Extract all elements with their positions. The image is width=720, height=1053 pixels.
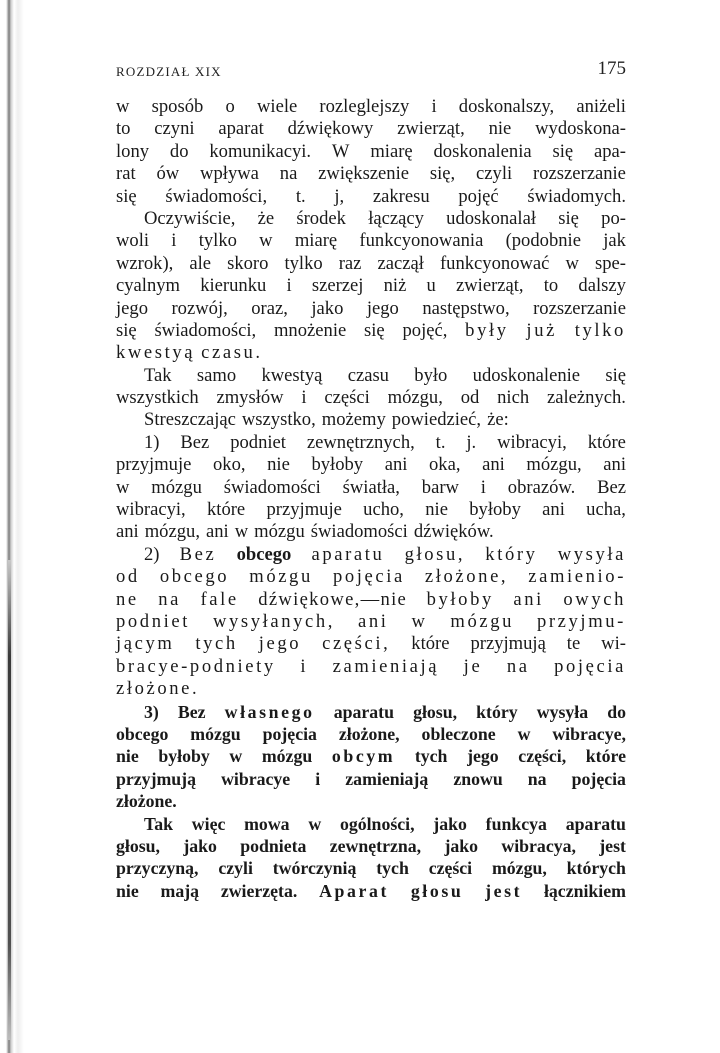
word: ani xyxy=(384,454,408,476)
word: ani xyxy=(513,588,544,610)
word: czyli xyxy=(218,858,253,879)
text-line xyxy=(116,768,626,790)
text-line xyxy=(116,163,626,185)
word: obcego xyxy=(159,566,230,588)
word: pojęcia xyxy=(262,723,317,744)
word: wiele xyxy=(256,96,298,117)
word: Bez xyxy=(180,431,210,453)
word: zwierzęta. xyxy=(220,880,298,901)
text-line xyxy=(116,298,626,320)
word: zmysłów xyxy=(216,387,284,409)
word: czyni xyxy=(154,118,195,140)
word: wibracye, xyxy=(552,723,626,744)
word: t. xyxy=(435,431,446,453)
word: mózgu xyxy=(249,566,313,588)
word: złożone, xyxy=(338,723,400,744)
word: pojęcia xyxy=(571,768,626,789)
text-line xyxy=(116,499,626,521)
word: wysyłanych, xyxy=(212,610,336,632)
word: świadomości, xyxy=(154,319,257,341)
word: tych xyxy=(195,633,238,655)
word: Tak xyxy=(144,813,174,834)
word: które xyxy=(585,746,626,767)
word: ogólności, xyxy=(339,813,415,834)
word: mózgu, xyxy=(387,387,443,409)
word: w xyxy=(517,723,531,744)
word: wzrok), xyxy=(116,252,174,274)
word: były xyxy=(465,319,509,341)
word: które xyxy=(206,499,246,521)
word: je xyxy=(463,655,483,677)
word: w xyxy=(308,813,322,834)
word: pojęcia xyxy=(332,566,405,588)
text-line xyxy=(116,544,626,566)
word: pojęć, xyxy=(402,319,448,341)
word: u xyxy=(426,275,436,297)
word: czasu xyxy=(347,364,389,386)
word: wibracya, xyxy=(501,835,576,856)
word: jak xyxy=(603,230,626,252)
word: łącznikiem xyxy=(543,880,626,901)
word: 3) xyxy=(144,701,159,722)
text-line xyxy=(116,745,626,767)
word: części xyxy=(324,387,370,409)
word: Tak xyxy=(144,364,172,386)
word: w xyxy=(116,476,130,498)
word: wi- xyxy=(601,633,626,655)
word: pojęcia xyxy=(554,655,626,677)
text-line xyxy=(116,633,626,655)
word: zwiększenie xyxy=(318,163,410,185)
word: tylko xyxy=(284,252,323,274)
word: cyalnym xyxy=(116,275,181,297)
word: możemy xyxy=(321,409,386,431)
word: przyjmuje xyxy=(116,454,192,476)
word: to xyxy=(543,275,559,297)
word: ucho, xyxy=(363,499,404,521)
word: byłoby xyxy=(158,746,210,767)
word: jego xyxy=(258,633,302,655)
word: szerzej xyxy=(311,275,364,297)
word: ucha, xyxy=(586,499,626,521)
word: ani xyxy=(482,454,505,476)
word: złożone, xyxy=(424,566,509,588)
word: oka, xyxy=(429,454,461,476)
word: na xyxy=(158,588,181,610)
word: głosu, xyxy=(116,835,160,856)
word: 1) xyxy=(144,431,160,453)
word: i xyxy=(480,476,486,498)
word: obcego xyxy=(236,543,292,565)
word: niż xyxy=(383,275,407,297)
word: pojęć xyxy=(458,185,499,207)
word: złożone. xyxy=(116,791,177,812)
word: wszystkich xyxy=(116,387,199,409)
word: do xyxy=(607,701,626,722)
word: jego xyxy=(116,297,149,319)
word: się xyxy=(364,319,385,341)
word: rozszerzanie xyxy=(533,297,626,319)
word: w xyxy=(234,521,249,543)
word: jącym xyxy=(116,633,175,655)
word: jako xyxy=(444,835,479,856)
word: światła, xyxy=(342,476,400,498)
word: tych xyxy=(414,746,448,767)
word: owych xyxy=(563,588,626,610)
word: obrazów. xyxy=(507,476,576,498)
word: nie xyxy=(267,454,290,476)
word: następstwo, xyxy=(422,297,510,319)
text-line xyxy=(116,253,626,275)
word: t. xyxy=(295,185,306,207)
word: mózgu xyxy=(450,610,515,632)
word: części, xyxy=(322,633,391,655)
word: które xyxy=(411,633,450,655)
word: że xyxy=(257,207,275,229)
text-line xyxy=(116,275,626,297)
word: udoskonalał xyxy=(446,207,537,229)
word: na xyxy=(527,768,547,789)
word: czyli xyxy=(476,163,513,185)
word: zewnętrznych, xyxy=(306,431,415,453)
word: zakresu xyxy=(372,185,430,207)
word: w xyxy=(259,230,273,252)
word: wibracyi, xyxy=(116,499,186,521)
word: mnożenie xyxy=(273,319,347,341)
word: się xyxy=(605,364,626,386)
page-binding-edge xyxy=(0,0,24,1053)
word: byłoby xyxy=(426,588,494,610)
word: wydoskona- xyxy=(535,118,626,140)
word: mowa xyxy=(244,813,290,834)
bold-text-section xyxy=(116,701,626,903)
word: nie xyxy=(488,118,512,140)
word: dalszy xyxy=(578,275,626,297)
word: się xyxy=(116,185,137,207)
word: barw xyxy=(421,476,459,498)
text-line xyxy=(116,589,626,611)
word: jako xyxy=(183,835,217,856)
word: nich xyxy=(497,387,530,409)
word: w xyxy=(229,746,243,767)
word: oraz, xyxy=(251,297,288,319)
word: zewnętrzna, xyxy=(329,835,422,856)
word: 2) xyxy=(144,543,160,565)
word: jego xyxy=(366,297,399,319)
running-head: ROZDZIAŁ XIX xyxy=(116,64,222,79)
page-number: 175 xyxy=(597,58,626,79)
word: zamienio- xyxy=(528,566,626,588)
page-binding-shadow xyxy=(8,560,11,1040)
word: Bez xyxy=(179,543,217,565)
word: mózgu, xyxy=(144,521,200,543)
word: mózgu, xyxy=(526,454,582,476)
word: woli xyxy=(116,230,150,252)
word: i xyxy=(286,275,292,297)
word: który xyxy=(485,543,538,565)
page-header xyxy=(116,58,626,84)
text-line xyxy=(116,656,626,678)
word: byłoby xyxy=(469,499,521,521)
word: ani xyxy=(116,521,139,543)
word: to xyxy=(116,118,131,140)
word: kwestyą xyxy=(261,364,323,386)
text-line xyxy=(116,208,626,230)
word: (podobnie xyxy=(505,230,581,252)
word: i xyxy=(315,768,321,789)
word: do xyxy=(169,140,189,162)
word: czasu. xyxy=(201,342,263,364)
word: spe- xyxy=(594,252,626,274)
text-line xyxy=(116,342,626,364)
text-line xyxy=(116,320,626,342)
word: zamieniają xyxy=(345,768,429,789)
word: komunikacyi. xyxy=(209,140,312,162)
text-line xyxy=(116,723,626,745)
word: zwierząt, xyxy=(455,275,524,297)
text-line xyxy=(116,387,626,409)
text-line xyxy=(116,701,626,723)
word: i xyxy=(171,230,177,252)
word: funkcyonować xyxy=(439,252,550,274)
word: nie xyxy=(425,499,448,521)
word: zależnych. xyxy=(546,387,626,409)
word: podniet xyxy=(230,431,286,453)
word: aniżeli xyxy=(576,96,626,117)
word: dźwiękowy xyxy=(287,118,374,140)
word: zamieniają xyxy=(332,655,440,677)
word: aparatu xyxy=(565,813,626,834)
text-line xyxy=(116,611,626,633)
word: miarę xyxy=(294,230,338,252)
word: W xyxy=(331,140,350,162)
word: mózgu xyxy=(261,746,313,767)
word: jako xyxy=(311,297,344,319)
text-line xyxy=(116,186,626,208)
word: ne xyxy=(116,588,139,610)
word: doskonalszy, xyxy=(458,96,555,117)
word: rozleglejszy xyxy=(319,96,410,117)
word: który xyxy=(476,701,518,722)
word: te xyxy=(566,633,581,655)
text-line xyxy=(116,477,626,499)
word: jest xyxy=(485,880,523,901)
word: części, xyxy=(518,746,567,767)
text-line xyxy=(116,790,626,812)
text-line xyxy=(116,96,626,118)
word: własnego xyxy=(224,701,315,722)
text-line xyxy=(116,118,626,140)
word: znowu xyxy=(453,768,503,789)
word: podnieta xyxy=(240,835,307,856)
word: tych xyxy=(376,858,409,879)
word: Streszczając xyxy=(144,409,236,431)
word: zaczął xyxy=(377,252,424,274)
word: funkcyonowania xyxy=(359,230,484,252)
word: j. xyxy=(466,431,477,453)
word: świadomości xyxy=(223,476,321,498)
word: twórczynią xyxy=(272,858,357,879)
word: mają xyxy=(160,880,200,901)
word: aparatu xyxy=(333,701,394,722)
word: łączący xyxy=(368,207,424,229)
word: oko, xyxy=(212,454,246,476)
word: głosu xyxy=(410,880,464,901)
word: wibracye xyxy=(221,768,291,789)
word: jego xyxy=(467,746,499,767)
word: nie xyxy=(116,746,139,767)
text-line xyxy=(116,835,626,857)
word: nie xyxy=(116,880,139,901)
word: mózgu xyxy=(151,476,202,498)
word: w xyxy=(565,252,579,274)
word: przyjmu- xyxy=(536,610,626,632)
word: jest xyxy=(599,835,626,856)
word: wszystko, xyxy=(241,409,316,431)
body-text xyxy=(116,96,626,902)
word: części xyxy=(428,858,473,879)
word: aparat xyxy=(218,118,264,140)
text-line xyxy=(116,365,626,387)
word: ów xyxy=(156,163,180,185)
word: od xyxy=(116,566,140,588)
word: ale xyxy=(189,252,212,274)
word: i xyxy=(301,387,307,409)
word: przyjmują xyxy=(470,633,546,655)
word: jako xyxy=(433,813,467,834)
word: po- xyxy=(601,207,626,229)
word: aparatu xyxy=(311,543,385,565)
word: rozwój, xyxy=(171,297,228,319)
word: kwestyą xyxy=(116,342,196,364)
word: świadomości xyxy=(310,521,408,543)
word: o xyxy=(225,96,235,117)
word: na xyxy=(279,163,298,185)
word: obleczone xyxy=(421,723,496,744)
word: mózgu xyxy=(190,723,241,744)
word: tylko xyxy=(198,230,237,252)
text-line xyxy=(116,432,626,454)
word: miarę xyxy=(370,140,413,162)
word: zwierząt, xyxy=(397,118,465,140)
word: świadomości, xyxy=(165,185,268,207)
word: wysyła xyxy=(557,543,626,565)
text-line xyxy=(116,813,626,835)
word: mózgu xyxy=(254,521,305,543)
word: wysyła xyxy=(536,701,589,722)
word: obcym xyxy=(331,746,396,767)
word: ani xyxy=(603,454,626,476)
word: które xyxy=(587,431,626,453)
word: ani xyxy=(542,499,565,521)
word: funkcya xyxy=(485,813,547,834)
word: się xyxy=(552,140,574,162)
word: w xyxy=(116,96,130,117)
word: więc xyxy=(191,813,226,834)
word: przyczyną, xyxy=(116,858,199,879)
text-line xyxy=(116,230,626,252)
word: Bez xyxy=(597,476,626,498)
word: świadomych. xyxy=(527,185,626,207)
word: się xyxy=(558,207,579,229)
text-line xyxy=(116,566,626,588)
text-line xyxy=(116,678,626,700)
word: sposób xyxy=(151,96,204,117)
word: byłoby xyxy=(311,454,364,476)
word: już xyxy=(526,319,557,341)
word: głosu, xyxy=(413,701,458,722)
word: na xyxy=(506,655,530,677)
word: samo xyxy=(196,364,237,386)
word: i xyxy=(431,96,437,117)
word: skoro xyxy=(227,252,269,274)
word: j, xyxy=(334,185,345,207)
word: i xyxy=(300,655,309,677)
text-line xyxy=(116,454,626,476)
word: w xyxy=(411,610,428,632)
word: raz xyxy=(338,252,362,274)
text-line xyxy=(116,521,626,543)
word: których xyxy=(566,858,626,879)
word: obcego xyxy=(116,723,169,744)
word: głosu, xyxy=(404,543,466,565)
word: apa- xyxy=(593,140,626,162)
word: dźwięków. xyxy=(413,521,494,543)
word: fale xyxy=(200,588,239,610)
word: środek xyxy=(296,207,346,229)
word: bracye-podniety xyxy=(116,655,276,677)
word: rozszerzanie xyxy=(533,163,626,185)
word: powiedzieć, xyxy=(391,409,482,431)
word: udoskonalenie xyxy=(472,364,581,386)
word: było xyxy=(414,364,448,386)
word: Aparat xyxy=(319,880,390,901)
word: od xyxy=(460,387,480,409)
word: podniet xyxy=(116,610,190,632)
word: przyjmują xyxy=(116,768,196,789)
word: że: xyxy=(487,409,509,431)
word: się, xyxy=(429,163,456,185)
word: mózgu, xyxy=(491,858,547,879)
word: ani xyxy=(205,521,229,543)
word: złożone. xyxy=(116,678,200,700)
word: wpływa xyxy=(200,163,259,185)
word: kierunku xyxy=(200,275,267,297)
word: wibracyi, xyxy=(497,431,567,453)
word: przyjmuje xyxy=(266,499,342,521)
word: lony xyxy=(116,140,150,162)
text-line xyxy=(116,880,626,902)
word: ani xyxy=(357,610,389,632)
word: się xyxy=(116,319,137,341)
word: rat xyxy=(116,163,136,185)
word: tylko xyxy=(574,319,626,341)
text-line xyxy=(116,409,626,431)
word: dźwiękowe,—nie xyxy=(258,588,408,610)
word: Oczywiście, xyxy=(144,207,236,229)
text-line xyxy=(116,857,626,879)
text-line xyxy=(116,141,626,163)
word: Bez xyxy=(177,701,206,722)
word: doskonalenia xyxy=(433,140,532,162)
